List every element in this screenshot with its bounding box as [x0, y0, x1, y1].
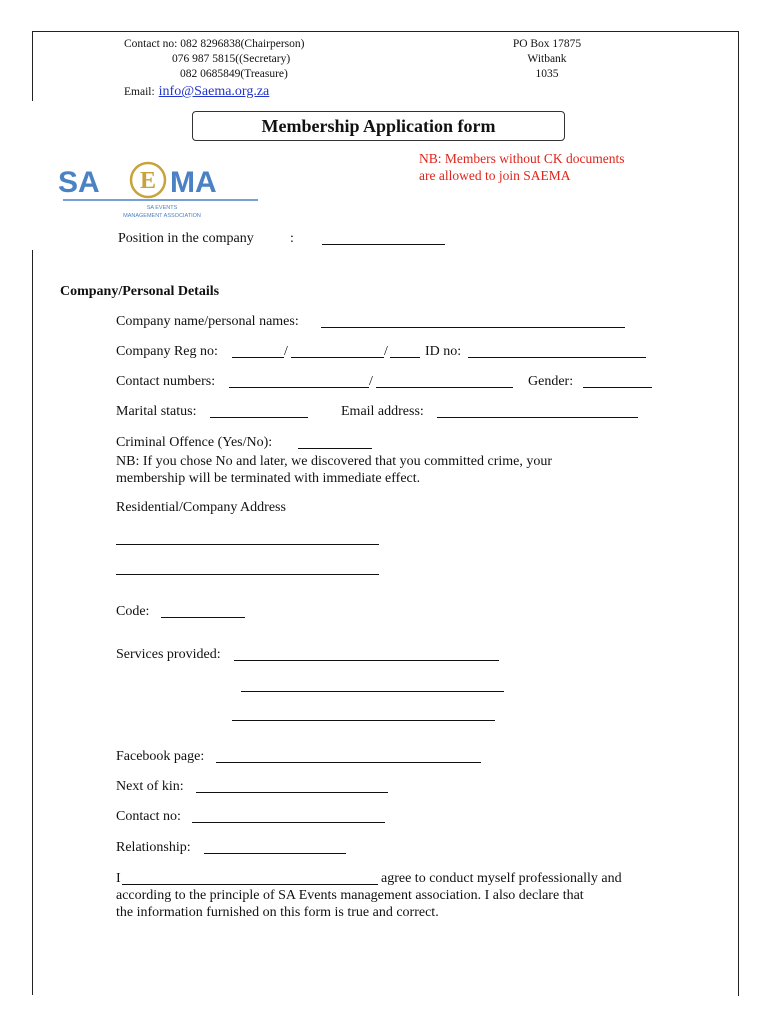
criminal-offence-field[interactable]	[298, 436, 372, 449]
page-border-top	[32, 31, 739, 32]
company-reg-field-3[interactable]	[390, 345, 420, 358]
email-label: Email:	[124, 86, 155, 98]
facebook-field[interactable]	[216, 750, 481, 763]
company-reg-label: Company Reg no:	[116, 344, 218, 359]
email-address-label: Email address:	[341, 404, 424, 419]
logo-sub-line-1: SA EVENTS	[146, 205, 178, 211]
logo-letters-right: MA	[170, 166, 217, 199]
services-label: Services provided:	[116, 647, 221, 662]
nb-line-1: NB: If you chose No and later, we discovered that you committed crime, your	[116, 454, 553, 469]
id-no-label: ID no:	[425, 344, 462, 359]
position-field[interactable]	[322, 232, 445, 245]
criminal-offence-label: Criminal Offence (Yes/No):	[116, 435, 273, 450]
contact-number-field-2[interactable]	[376, 375, 513, 388]
email-address-field[interactable]	[437, 405, 638, 418]
po-box-line-2: Witbank	[527, 53, 567, 65]
saema-logo-graphic	[58, 160, 266, 222]
relationship-label: Relationship:	[116, 840, 191, 855]
company-name-label: Company name/personal names:	[116, 314, 299, 329]
nb-line-2: membership will be terminated with immediate effect.	[116, 471, 421, 486]
relationship-field[interactable]	[204, 841, 346, 854]
position-colon: :	[290, 231, 294, 246]
contact-number-field-1[interactable]	[229, 375, 369, 388]
page-border-left-lower	[32, 250, 33, 995]
declaration-name-field[interactable]	[122, 872, 378, 885]
id-no-field[interactable]	[468, 345, 646, 358]
reg-slash-2: /	[384, 344, 388, 359]
contact-line-3: 082 0685849(Treasure)	[180, 68, 288, 80]
code-field[interactable]	[161, 605, 245, 618]
code-label: Code:	[116, 604, 150, 619]
next-of-kin-label: Next of kin:	[116, 779, 184, 794]
services-field-1[interactable]	[234, 648, 499, 661]
company-name-field[interactable]	[321, 315, 625, 328]
reg-slash-1: /	[284, 344, 288, 359]
page-border-left	[32, 31, 33, 101]
contact-slash: /	[369, 374, 373, 389]
position-label: Position in the company	[118, 231, 254, 246]
company-reg-field-1[interactable]	[232, 345, 284, 358]
email-link[interactable]: info@Saema.org.za	[158, 84, 270, 99]
contact-line-1: Contact no: 082 8296838(Chairperson)	[124, 38, 305, 50]
address-field-1[interactable]	[116, 532, 379, 545]
declaration-line-1: agree to conduct myself professionally and	[381, 871, 622, 886]
declaration-line-2: according to the principle of SA Events management association. I also declare that	[116, 888, 584, 903]
logo-letters-left: SA	[58, 166, 100, 199]
form-title: Membership Application form	[192, 111, 565, 141]
po-box-line-3: 1035	[535, 68, 559, 80]
services-field-2[interactable]	[241, 679, 504, 692]
gender-label: Gender:	[528, 374, 574, 389]
declaration-line-3: the information furnished on this form is true and correct.	[116, 905, 439, 920]
next-of-kin-field[interactable]	[196, 780, 388, 793]
contact-numbers-label: Contact numbers:	[116, 374, 216, 389]
marital-status-field[interactable]	[210, 405, 308, 418]
declaration-prefix: I	[116, 871, 121, 886]
nb-red-line-1: NB: Members without CK documents	[419, 151, 625, 166]
logo-letter-center: E	[139, 168, 157, 194]
services-field-3[interactable]	[232, 708, 495, 721]
section-heading: Company/Personal Details	[60, 284, 220, 299]
nb-red-line-2: are allowed to join SAEMA	[419, 168, 571, 183]
address-field-2[interactable]	[116, 562, 379, 575]
logo-sub-line-2: MANAGEMENT ASSOCIATION	[123, 213, 201, 219]
contact-no-label: Contact no:	[116, 809, 181, 824]
facebook-label: Facebook page:	[116, 749, 205, 764]
company-reg-field-2[interactable]	[291, 345, 384, 358]
email-row	[124, 82, 269, 100]
contact-line-2: 076 987 5815((Secretary)	[172, 53, 291, 65]
address-label: Residential/Company Address	[116, 500, 286, 515]
po-box-line-1: PO Box 17875	[512, 38, 582, 50]
contact-no-field[interactable]	[192, 810, 385, 823]
gender-field[interactable]	[583, 375, 652, 388]
page-border-right	[738, 31, 739, 996]
saema-logo	[58, 160, 266, 222]
marital-status-label: Marital status:	[116, 404, 197, 419]
